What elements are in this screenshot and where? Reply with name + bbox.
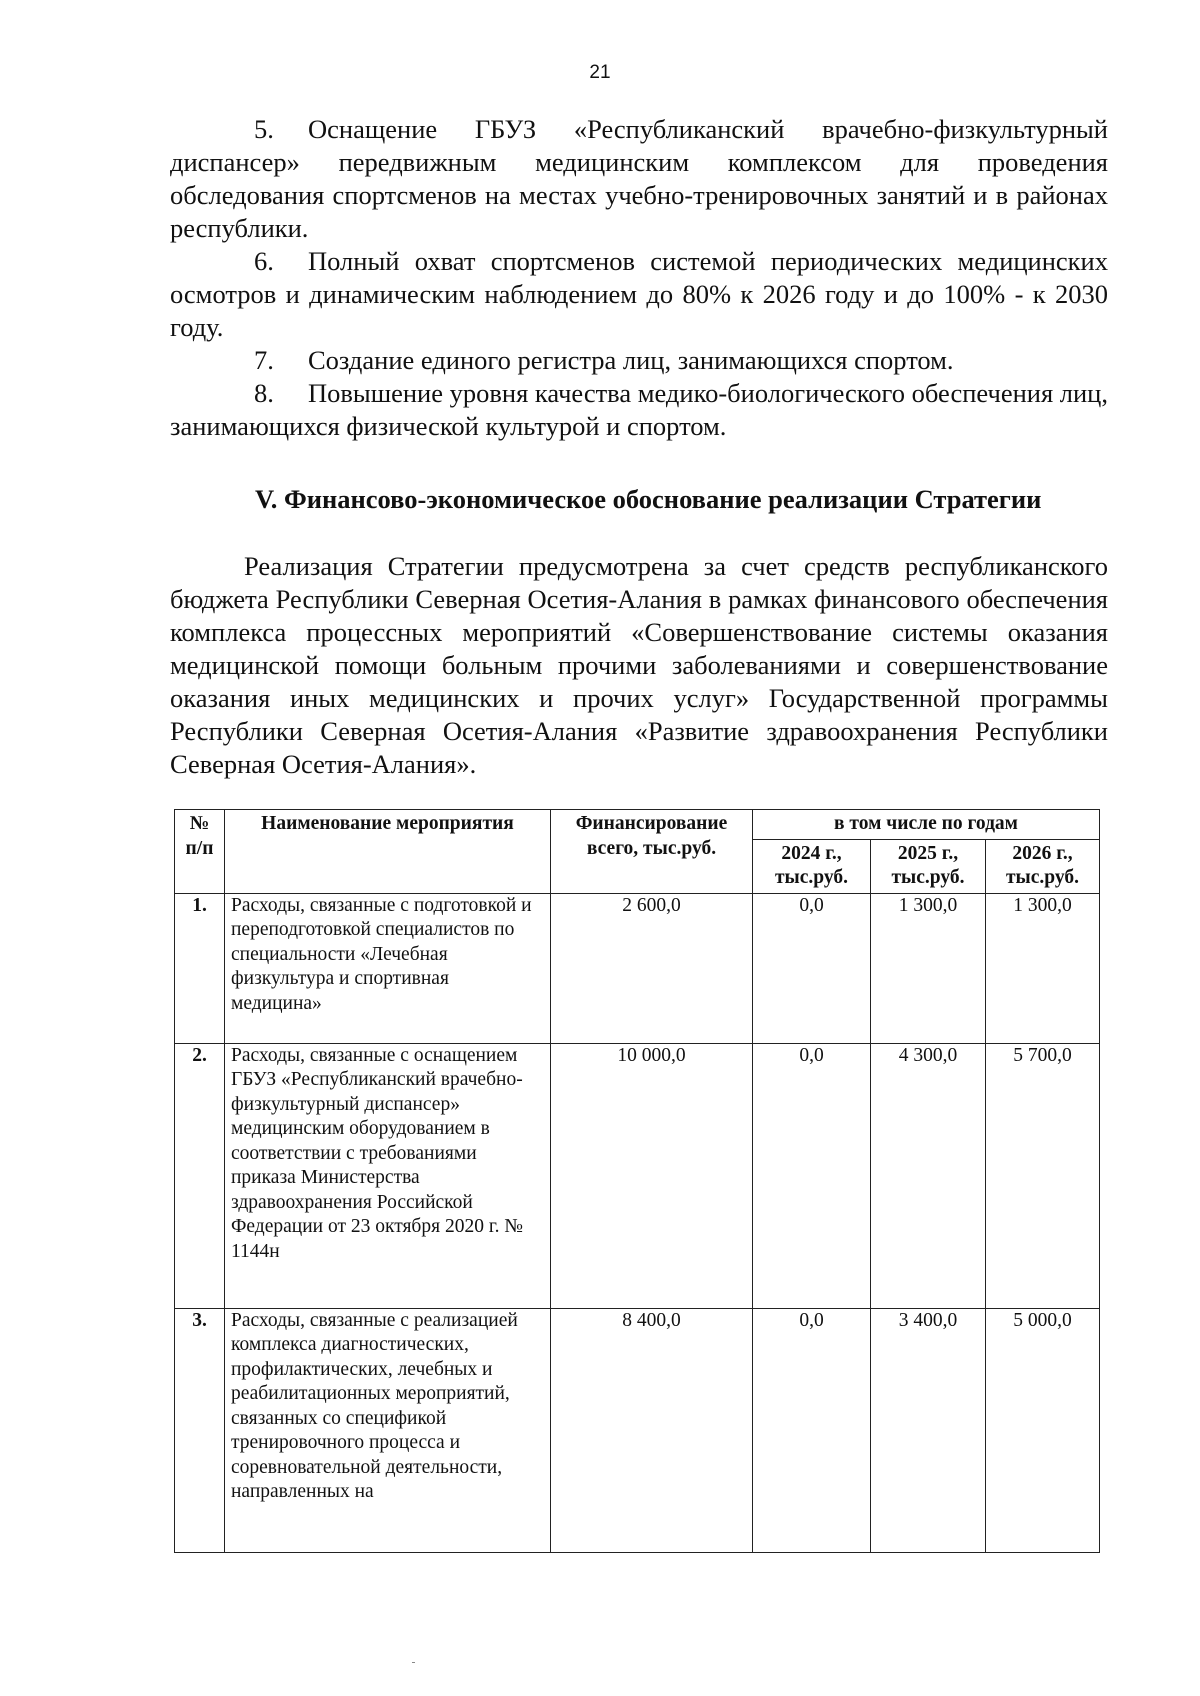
financing-table [174,809,1100,1553]
list-item-text: Полный охват спортсменов системой периодических медицинских осмотров и динамическим наблюдением до 80% к 2026 году и до 100% - к 2030 году. [170,246,1108,342]
list-item-7 [170,344,1108,377]
row-2026: 5 000,0 [986,1308,1100,1552]
row-2025: 1 300,0 [871,893,986,1043]
list-item-6 [170,245,1108,344]
page-number: 21 [589,62,611,83]
row-number: 1. [175,893,225,1043]
list-item-5 [170,113,1108,245]
section-heading: V. Финансово-экономическое обоснование реализации Стратегии [255,484,1042,514]
header-by-years: в том числе по годам [753,810,1100,840]
row-name: Расходы, связанные с подготовкой и переподготовкой специалистов по специальности «Лечебная физкультура и спортивная медицина» [225,893,551,1043]
row-total: 2 600,0 [551,893,753,1043]
row-2026: 5 700,0 [986,1043,1100,1308]
table-row [175,1043,1100,1308]
list-item-number: 6. [254,246,274,276]
row-total: 10 000,0 [551,1043,753,1308]
row-number: 2. [175,1043,225,1308]
row-2024: 0,0 [753,893,871,1043]
list-item-number: 5. [254,114,274,144]
row-total: 8 400,0 [551,1308,753,1552]
header-2024: 2024 г., тыс.руб. [753,839,871,893]
scan-speck [412,1662,415,1663]
table-row [175,893,1100,1043]
header-name: Наименование мероприятия [225,810,551,894]
table-row [175,1308,1100,1552]
header-2026: 2026 г., тыс.руб. [986,839,1100,893]
row-name: Расходы, связанные с оснащением ГБУЗ «Республиканский врачебно-физкультурный диспансер» медицинским оборудованием в соответствии с требованиями приказа Министерства здравоохранения Российской Федерации от 23 октября 2020 г. № 1144н [225,1043,551,1308]
row-2025: 4 300,0 [871,1043,986,1308]
list-item-text: Повышение уровня качества медико-биологического обеспечения лиц, занимающихся физической культурой и спортом. [170,378,1108,441]
list-item-text: Создание единого регистра лиц, занимающихся спортом. [308,345,954,375]
row-2024: 0,0 [753,1308,871,1552]
list-item-number: 8. [254,378,274,408]
row-2024: 0,0 [753,1043,871,1308]
list-item-number: 7. [254,345,274,375]
row-name: Расходы, связанные с реализацией комплекса диагностических, профилактических, лечебных и реабилитационных мероприятий, связанных со спецификой тренировочного процесса и соревновательной деятельности, направленных на [225,1308,551,1552]
row-2025: 3 400,0 [871,1308,986,1552]
header-2025: 2025 г., тыс.руб. [871,839,986,893]
header-number: № п/п [175,810,225,894]
row-2026: 1 300,0 [986,893,1100,1043]
list-item-8 [170,377,1108,443]
body-paragraph: Реализация Стратегии предусмотрена за счет средств республиканского бюджета Республики Северная Осетия-Алания в рамках финансового обеспечения комплекса процессных мероприятий «Совершенствование системы оказания медицинской помощи больным прочими заболеваниями и совершенствование оказания иных медицинских и прочих услуг» Государственной программы Республики Северная Осетия-Алания «Развитие здравоохранения Республики Северная Осетия-Алания». [170,551,1108,779]
list-item-text: Оснащение ГБУЗ «Республиканский врачебно-физкультурный диспансер» передвижным медицинским комплексом для проведения обследования спортсменов на местах учебно-тренировочных занятий и в районах республики. [170,114,1108,243]
row-number: 3. [175,1308,225,1552]
header-total: Финансирование всего, тыс.руб. [551,810,753,894]
